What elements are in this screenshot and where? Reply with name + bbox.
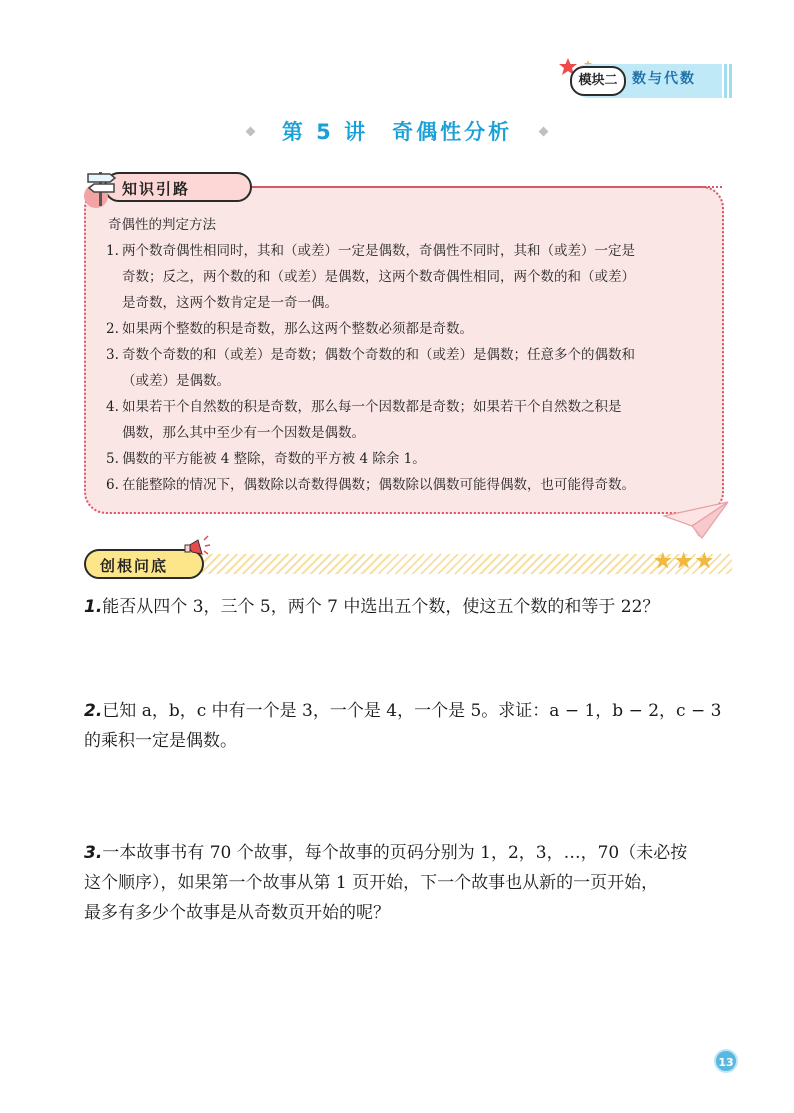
module-badge: 模块二 xyxy=(570,66,626,96)
section-header-pill: 创根问底 xyxy=(84,549,204,579)
diamond-icon xyxy=(539,127,549,137)
paper-plane-icon xyxy=(662,498,732,542)
signpost-icon xyxy=(84,166,118,210)
star-icon: ★ xyxy=(653,549,673,574)
knowledge-subtitle: 奇偶性的判定方法 xyxy=(108,217,216,233)
knowledge-item-3: 3. 奇数个奇数的和（或差）是奇数；偶数个奇数的和（或差）是偶数；任意多个的偶数和 （或差）是偶数。 xyxy=(106,347,635,389)
difficulty-stars xyxy=(652,550,714,574)
knowledge-item-5: 5. 偶数的平方能被 4 整除，奇数的平方被 4 除余 1。 xyxy=(106,451,426,467)
star-icon: ★ xyxy=(694,549,715,574)
knowledge-header-pill: 知识引路 xyxy=(104,172,252,202)
problem-1: 1.能否从四个 3，三个 5，两个 7 中选出五个数，使这五个数的和等于 22？ xyxy=(84,597,660,617)
problem-2: 2.已知 a，b，c 中有一个是 3，一个是 4，一个是 5。求证：a − 1，b − 2，c − 3 的乘积一定是偶数。 xyxy=(84,701,722,751)
knowledge-item-2: 2. 如果两个整数的积是奇数，那么这两个整数必须都是奇数。 xyxy=(106,321,473,337)
star-icon: ★ xyxy=(673,549,694,574)
megaphone-icon xyxy=(182,532,212,562)
knowledge-item-4: 4. 如果若干个自然数的积是奇数，那么每一个因数都是奇数；如果若干个自然数之积是 偶数，那么其中至少有一个因数是偶数。 xyxy=(106,399,622,441)
module-name: 数与代数 xyxy=(632,71,696,87)
problem-3: 3.一本故事书有 70 个故事，每个故事的页码分别为 1，2，3，…，70（未必按 这个顺序），如果第一个故事从第 1 页开始，下一个故事也从新的一页开始， 最多有多少个故事是从奇数页开始的呢？ xyxy=(84,843,688,923)
lesson-title: 第 5 讲 奇偶性分析 xyxy=(0,116,794,146)
diamond-icon xyxy=(245,127,255,137)
page-number: 13 xyxy=(714,1049,738,1073)
section-header xyxy=(84,546,732,582)
knowledge-item-6: 6. 在能整除的情况下，偶数除以奇数得偶数；偶数除以偶数可能得偶数，也可能得奇数。 xyxy=(106,477,635,493)
knowledge-item-1: 1. 两个数奇偶性相同时，其和（或差）一定是偶数，奇偶性不同时，其和（或差）一定是 奇数；反之，两个数的和（或差）是偶数，这两个数奇偶性相同，两个数的和（或差） 是奇数，这两个数肯定是一奇一偶。 xyxy=(106,243,635,311)
module-tab xyxy=(558,56,732,102)
